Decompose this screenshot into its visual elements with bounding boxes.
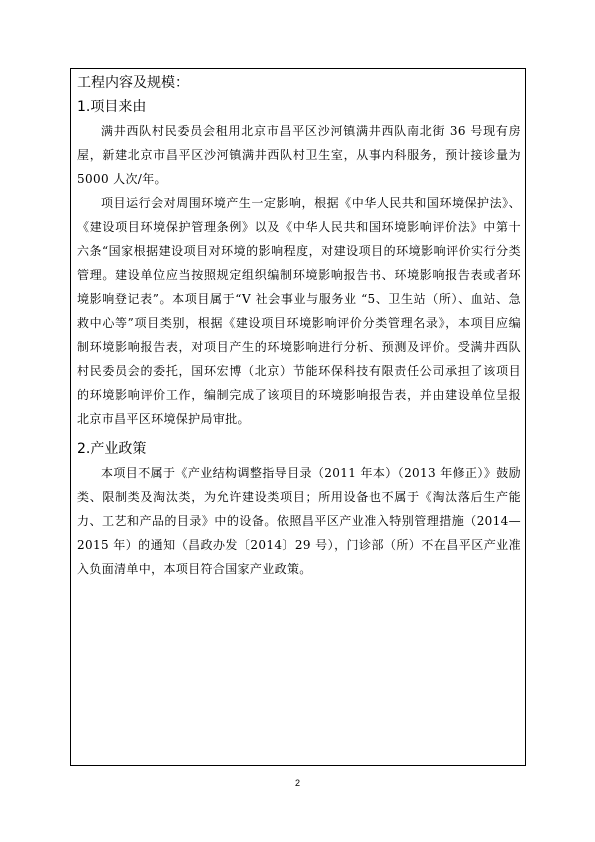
section-heading-project-origin: 1.项目来由 [77,99,147,115]
content-table-frame [70,68,526,766]
page-number: 2 [294,778,300,788]
paragraph-project-origin-2: 项目运行会对周围环境产生一定影响，根据《中华人民共和国环境保护法》、《建设项目环境保护管理条例》以及《中华人民共和国环境影响评价法》中第十六条“国家根据建设项目对环境的影响程度，对建设项目的环境影响评价实行分类管理。建设单位应当按照规定组织编制环境影响报告书、环境影响报告表或者环境影响登记表”。本项目属于“Ⅴ 社会事业与服务业 “5、卫生站（所）、血站、急救中心等”项目类别，根据《建设项目环境影响评价分类管理名录》，本项目应编制环境影响报告表，对项目产生的环境影响进行分析、预测及评价。受满井西队村民委员会的委托，国环宏博（北京）节能环保科技有限责任公司承担了该项目的环境影响评价工作，编制完成了该项目的环境影响报告表，并由建设单位呈报北京市昌平区环境保护局审批。 [77,196,521,426]
section-heading-industrial-policy: 2.产业政策 [77,441,147,457]
content-area [77,71,521,581]
paragraph-industrial-policy-1: 本项目不属于《产业结构调整指导目录（2011 年本）（2013 年修正）》鼓励类、限制类及淘汰类，为允许建设类项目；所用设备也不属于《淘汰落后生产能力、工艺和产品的目录》中的设备。依照昌平区产业准入特别管理措施（2014—2015 年）的通知（昌政办发〔2014〕29 号），门诊部（所）不在昌平区产业准入负面清单中，本项目符合国家产业政策。 [77,466,521,576]
form-title: 工程内容及规模： [77,75,189,91]
paragraph-project-origin-1: 满井西队村民委员会租用北京市昌平区沙河镇满井西队南北街 36 号现有房屋，新建北京市昌平区沙河镇满井西队村卫生室，从事内科服务，预计接诊量为 5000 人次/年。 [77,124,521,186]
